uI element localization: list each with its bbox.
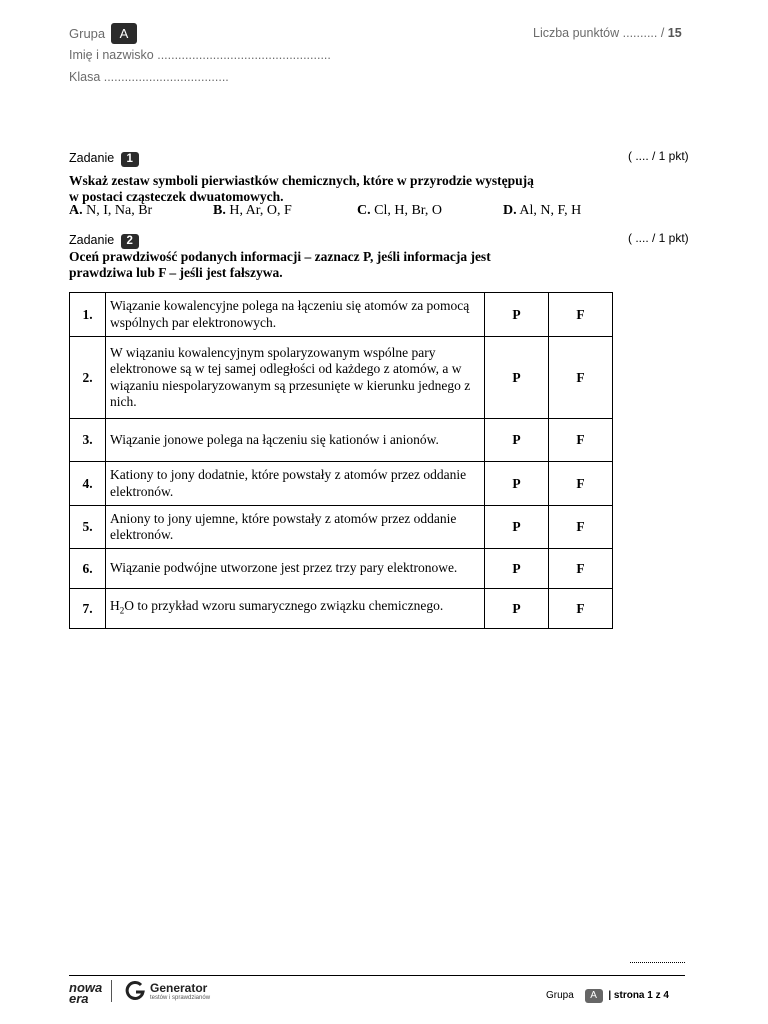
task1-title: Zadanie bbox=[69, 151, 115, 165]
table-row bbox=[70, 506, 613, 549]
row-number: 1. bbox=[70, 293, 106, 337]
formula-subscript: 2 bbox=[119, 605, 125, 616]
row-number: 6. bbox=[70, 549, 106, 589]
task2-question-line1: Oceń prawdziwość podanych informacji – zaznacz P, jeśli informacja jest bbox=[69, 249, 491, 264]
false-option[interactable]: F bbox=[549, 462, 613, 506]
table-row bbox=[70, 549, 613, 589]
task2-label bbox=[69, 233, 139, 249]
task2-number-badge: 2 bbox=[121, 234, 139, 249]
task1-label bbox=[69, 151, 139, 167]
formula-main: H bbox=[110, 597, 120, 613]
points-label: Liczba punktów .......... / bbox=[533, 26, 665, 40]
task1-option-b[interactable]: B. H, Ar, O, F bbox=[213, 203, 292, 218]
task2-title: Zadanie bbox=[69, 233, 115, 247]
group-label: Grupa bbox=[69, 26, 106, 41]
true-option[interactable]: P bbox=[485, 419, 549, 462]
statement-text bbox=[106, 589, 485, 629]
footer-page-info bbox=[546, 989, 669, 1003]
task2-points: ( .... / 1 pkt) bbox=[628, 231, 689, 245]
true-option[interactable]: P bbox=[485, 549, 549, 589]
task1-option-d[interactable]: D. Al, N, F, H bbox=[503, 203, 582, 218]
false-option[interactable]: F bbox=[549, 293, 613, 337]
true-option[interactable]: P bbox=[485, 293, 549, 337]
footer-dotted-line bbox=[630, 962, 685, 963]
row-number: 5. bbox=[70, 506, 106, 549]
footer-page-number: | strona 1 z 4 bbox=[608, 990, 669, 1001]
generator-subtitle: testów i sprawdzianów bbox=[150, 995, 211, 1001]
true-false-table bbox=[69, 292, 613, 629]
false-option[interactable]: F bbox=[549, 337, 613, 419]
statement-text: Wiązanie jonowe polega na łączeniu się kationów i anionów. bbox=[106, 419, 485, 462]
false-option[interactable]: F bbox=[549, 506, 613, 549]
footer-divider bbox=[69, 975, 685, 976]
task1-question bbox=[69, 173, 629, 205]
statement-text: W wiązaniu kowalencyjnym spolaryzowanym wspólne pary elektronowe są w tej samej odległości od każdego z atomów, a w wiązaniu niespolaryzowanym są przesunięte w kierunku jednego z nich. bbox=[106, 337, 485, 419]
table-row bbox=[70, 419, 613, 462]
row-number: 2. bbox=[70, 337, 106, 419]
logo-line1: nowa bbox=[69, 980, 103, 995]
statement-text: Wiązanie podwójne utworzone jest przez trzy pary elektronowe. bbox=[106, 549, 485, 589]
table-row bbox=[70, 293, 613, 337]
class-field[interactable]: Klasa .................................... bbox=[69, 70, 229, 84]
task2-question bbox=[69, 249, 629, 281]
generator-logo-icon bbox=[124, 980, 146, 1007]
task1-option-c[interactable]: C. Cl, H, Br, O bbox=[357, 203, 443, 218]
row-number: 3. bbox=[70, 419, 106, 462]
false-option[interactable]: F bbox=[549, 549, 613, 589]
table-row bbox=[70, 462, 613, 506]
task2-question-line2: prawdziwa lub F – jeśli jest fałszywa. bbox=[69, 265, 283, 280]
true-option[interactable]: P bbox=[485, 462, 549, 506]
task1-number-badge: 1 bbox=[121, 152, 139, 167]
false-option[interactable]: F bbox=[549, 419, 613, 462]
footer-group-badge: A bbox=[585, 989, 603, 1003]
statement-text: Kationy to jony dodatnie, które powstały z atomów przez oddanie elektronów. bbox=[106, 462, 485, 506]
points-summary bbox=[533, 26, 682, 40]
row-number: 4. bbox=[70, 462, 106, 506]
task1-question-line1: Wskaż zestaw symboli pierwiastków chemicznych, które w przyrodzie występują bbox=[69, 173, 534, 188]
statement-text: Aniony to jony ujemne, które powstały z atomów przez oddanie elektronów. bbox=[106, 506, 485, 549]
group-badge: A bbox=[111, 23, 137, 44]
task1-option-a[interactable]: A. N, I, Na, Br bbox=[69, 203, 153, 218]
nowa-era-logo bbox=[69, 982, 102, 1004]
true-option[interactable]: P bbox=[485, 506, 549, 549]
generator-title: Generator bbox=[150, 981, 208, 995]
name-field[interactable]: Imię i nazwisko .................................................. bbox=[69, 48, 331, 62]
row-number: 7. bbox=[70, 589, 106, 629]
logo-line2: era bbox=[69, 991, 89, 1006]
task1-question-line2: w postaci cząsteczek dwuatomowych. bbox=[69, 189, 284, 204]
false-option[interactable]: F bbox=[549, 589, 613, 629]
points-total: 15 bbox=[667, 26, 682, 40]
footer-separator bbox=[111, 980, 112, 1002]
true-option[interactable]: P bbox=[485, 589, 549, 629]
table-row bbox=[70, 589, 613, 629]
statement-text: Wiązanie kowalencyjne polega na łączeniu się atomów za pomocą wspólnych par elektronowych. bbox=[106, 293, 485, 337]
formula-rest: O to przykład wzoru sumarycznego związku chemicznego. bbox=[124, 597, 444, 613]
table-row bbox=[70, 337, 613, 419]
footer-group-label: Grupa bbox=[546, 990, 574, 1001]
true-option[interactable]: P bbox=[485, 337, 549, 419]
task1-points: ( .... / 1 pkt) bbox=[628, 149, 689, 163]
